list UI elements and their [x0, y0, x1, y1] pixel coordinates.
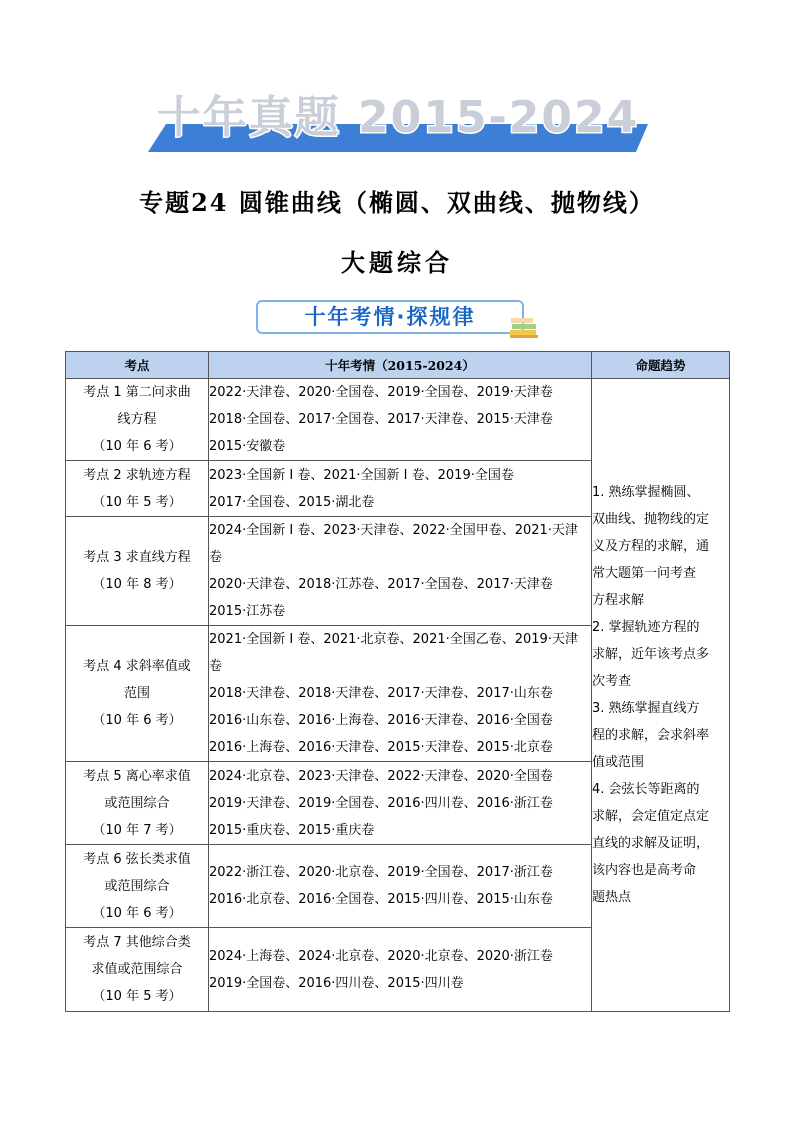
banner-text: 十年真题 2015-2024 [156, 92, 640, 143]
trend-line: 次考查 [592, 674, 632, 689]
years-line: 2015·重庆卷、2015·重庆卷 [209, 822, 375, 838]
kaodian-cell [66, 845, 209, 928]
title-banner-graphic [148, 88, 648, 158]
header-trend: 命题趋势 [592, 352, 730, 379]
kaodian-line: 考点 4 求斜率值或 [83, 659, 191, 674]
kaodian-line: （10 年 8 考） [92, 577, 182, 592]
kaodian-line: （10 年 6 考） [92, 713, 182, 728]
kaodian-line: 考点 5 离心率求值 [83, 768, 191, 784]
years-line: 2024·上海卷、2024·北京卷、2020·北京卷、2020·浙江卷 [209, 948, 553, 964]
kaodian-cell [66, 626, 209, 762]
years-cell [209, 379, 592, 461]
table-header-row [66, 352, 730, 379]
section-subtitle: 大题综合 [341, 248, 453, 277]
years-cell [209, 928, 592, 1012]
kaodian-cell [66, 461, 209, 517]
kaodian-line: （10 年 6 考） [92, 439, 182, 454]
trend-line: 题热点 [592, 890, 632, 905]
kaodian-line: 求值或范围综合 [91, 962, 183, 977]
trend-line: 义及方程的求解，通 [592, 539, 710, 554]
trend-line: 常大题第一问考查 [592, 566, 697, 581]
years-line: 2016·山东卷、2016·上海卷、2016·天津卷、2016·全国卷 [209, 713, 553, 728]
years-cell [209, 517, 592, 626]
trend-cell [592, 379, 730, 1012]
years-line: 2024·北京卷、2023·天津卷、2022·天津卷、2020·全国卷 [209, 768, 553, 784]
kaodian-cell [66, 928, 209, 1012]
table-row [66, 379, 730, 461]
books-icon [508, 310, 540, 340]
years-line: 2017·全国卷、2015·湖北卷 [209, 494, 375, 510]
years-line: 卷 [209, 659, 223, 674]
years-line: 2020·天津卷、2018·江苏卷、2017·全国卷、2017·天津卷 [209, 577, 553, 592]
kaodian-line: 考点 6 弦长类求值 [83, 851, 191, 867]
years-line: 2019·天津卷、2019·全国卷、2016·四川卷、2016·浙江卷 [209, 795, 553, 811]
kaodian-line: 考点 3 求直线方程 [83, 550, 191, 565]
section-badge: 十年考情·探规律 [256, 300, 524, 334]
years-cell [209, 626, 592, 762]
years-line: 2023·全国新 I 卷、2021·全国新 I 卷、2019·全国卷 [209, 467, 514, 483]
kaodian-line: 考点 7 其他综合类 [83, 935, 191, 950]
kaodian-line: （10 年 5 考） [92, 494, 182, 510]
exam-table [65, 351, 730, 1012]
trend-line: 程的求解，会求斜率 [592, 728, 710, 743]
years-cell [209, 845, 592, 928]
trend-line: 4. 会弦长等距离的 [592, 782, 700, 797]
trend-line: 3. 熟练掌握直线方 [592, 701, 700, 716]
years-line: 2015·安徽卷 [209, 439, 286, 454]
page-title: 专题24 圆锥曲线（椭圆、双曲线、抛物线） [139, 188, 655, 217]
trend-line: 值或范围 [592, 755, 645, 770]
kaodian-cell [66, 517, 209, 626]
kaodian-line: （10 年 7 考） [92, 822, 182, 838]
trend-line: 2. 掌握轨迹方程的 [592, 620, 700, 635]
trend-line: 求解，会定值定点定 [592, 809, 710, 824]
kaodian-line: 范围 [123, 686, 150, 701]
trend-line: 该内容也是高考命 [592, 863, 697, 878]
trend-line: 直线的求解及证明， [592, 836, 710, 851]
years-line: 2024·全国新 I 卷、2023·天津卷、2022·全国甲卷、2021·天津 [209, 523, 578, 538]
header-kaoqing: 十年考情（2015-2024） [209, 352, 592, 379]
trend-line: 1. 熟练掌握椭圆、 [592, 485, 700, 500]
kaodian-line: 或范围综合 [104, 795, 170, 811]
years-line: 2016·上海卷、2016·天津卷、2015·天津卷、2015·北京卷 [209, 740, 553, 755]
kaodian-line: 考点 2 求轨迹方程 [83, 467, 191, 483]
years-line: 2022·天津卷、2020·全国卷、2019·全国卷、2019·天津卷 [209, 385, 553, 400]
kaodian-cell [66, 379, 209, 461]
years-cell [209, 762, 592, 845]
years-line: 2015·江苏卷 [209, 604, 286, 619]
kaodian-cell [66, 762, 209, 845]
kaodian-line: （10 年 5 考） [92, 989, 182, 1004]
years-line: 卷 [209, 550, 223, 565]
kaodian-line: 线方程 [117, 412, 157, 427]
years-cell [209, 461, 592, 517]
kaodian-line: （10 年 6 考） [92, 905, 182, 921]
years-line: 2018·天津卷、2018·天津卷、2017·天津卷、2017·山东卷 [209, 686, 553, 701]
years-line: 2022·浙江卷、2020·北京卷、2019·全国卷、2017·浙江卷 [209, 865, 553, 880]
trend-line: 双曲线、抛物线的定 [592, 512, 710, 527]
years-line: 2019·全国卷、2016·四川卷、2015·四川卷 [209, 975, 464, 991]
trend-line: 求解，近年该考点多 [592, 647, 710, 662]
years-line: 2021·全国新 I 卷、2021·北京卷、2021·全国乙卷、2019·天津 [209, 632, 578, 647]
kaodian-line: 考点 1 第二问求曲 [83, 385, 191, 400]
kaodian-line: 或范围综合 [104, 878, 170, 894]
years-line: 2016·北京卷、2016·全国卷、2015·四川卷、2015·山东卷 [209, 892, 553, 907]
header-kaodian: 考点 [66, 352, 209, 379]
years-line: 2018·全国卷、2017·全国卷、2017·天津卷、2015·天津卷 [209, 412, 553, 427]
title-banner [148, 88, 648, 158]
trend-line: 方程求解 [592, 593, 645, 608]
